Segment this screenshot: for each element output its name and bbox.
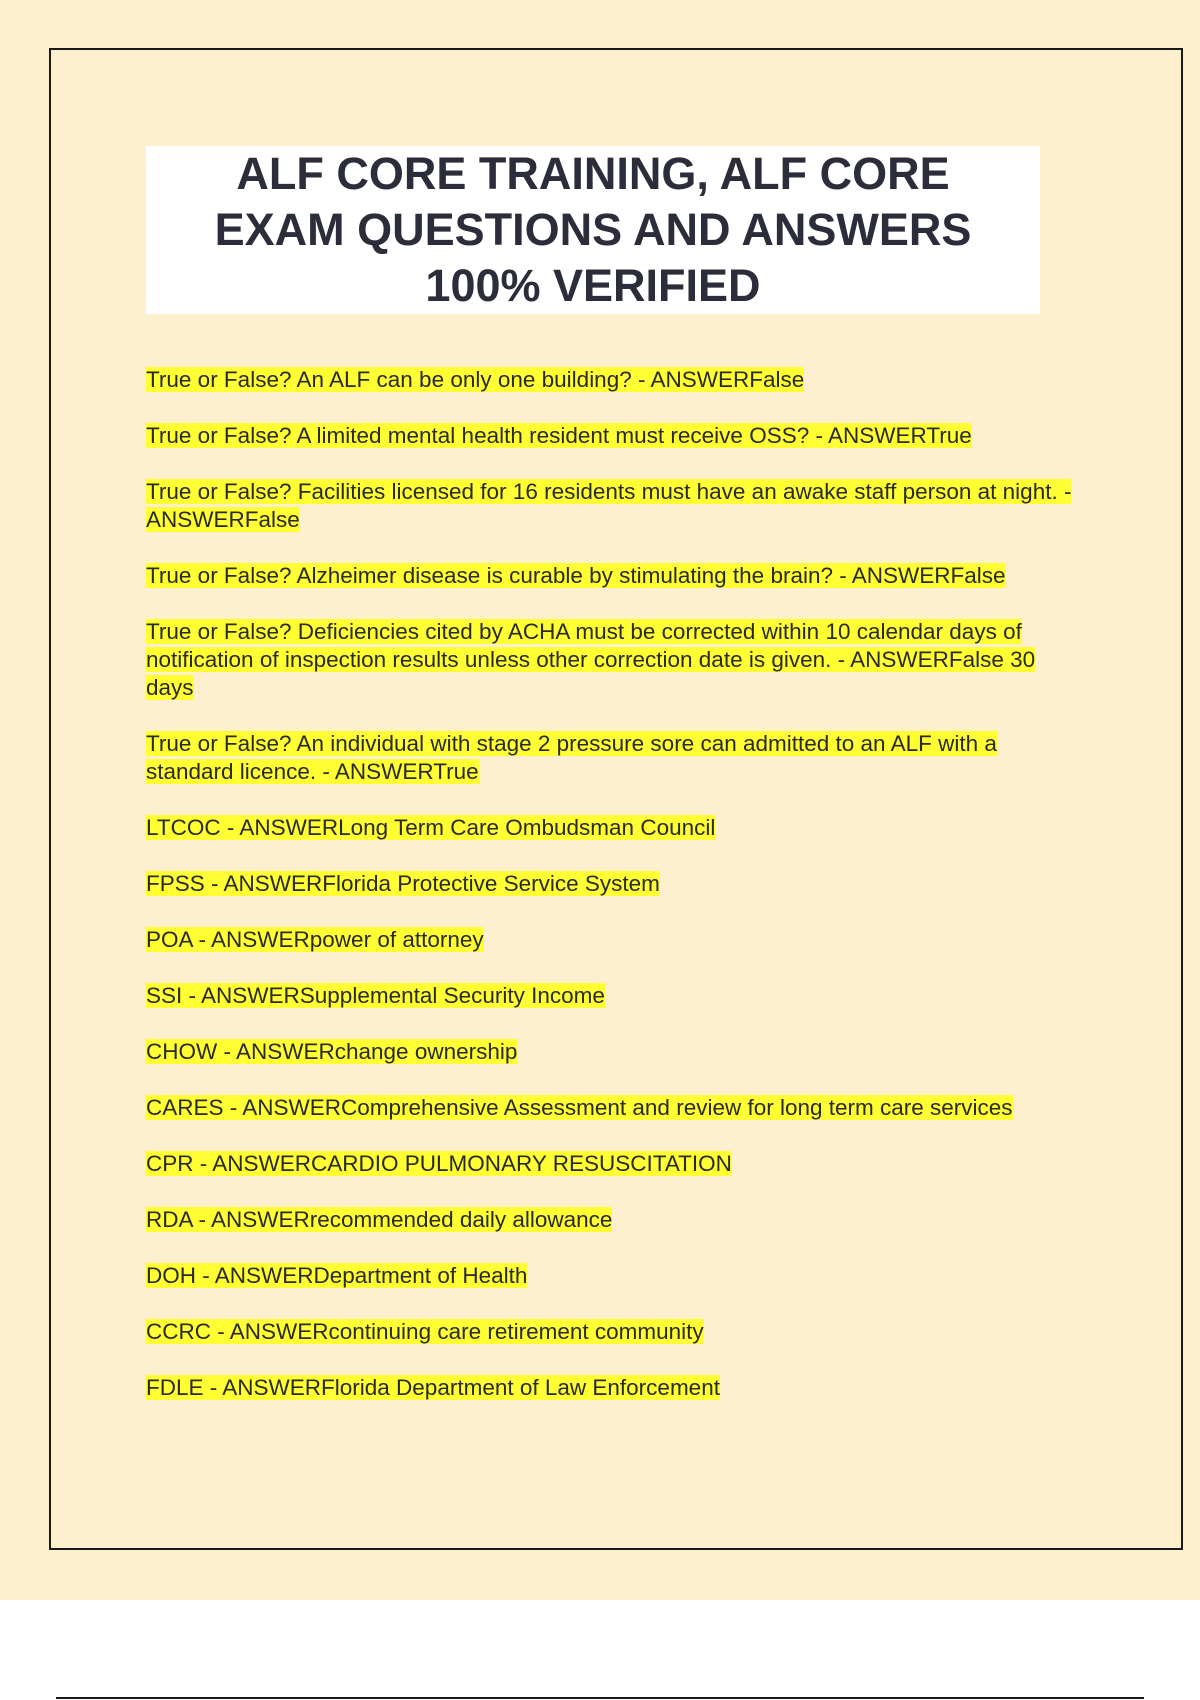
qa-item-text: DOH - ANSWERDepartment of Health <box>146 1263 528 1288</box>
qa-item-text: SSI - ANSWERSupplemental Security Income <box>146 983 605 1008</box>
qa-item-text: True or False? Facilities licensed for 16 residents must have an awake staff person at night. - ANSWERFalse <box>146 479 1072 532</box>
qa-item <box>146 562 1086 590</box>
qa-item <box>146 422 1086 450</box>
qa-item-text: LTCOC - ANSWERLong Term Care Ombudsman Council <box>146 815 716 840</box>
qa-item-text: True or False? Alzheimer disease is curable by stimulating the brain? - ANSWERFalse <box>146 563 1006 588</box>
qa-item <box>146 814 1086 842</box>
qa-item-text: RDA - ANSWERrecommended daily allowance <box>146 1207 613 1232</box>
qa-item <box>146 1094 1086 1122</box>
qa-item <box>146 366 1086 394</box>
qa-item <box>146 1038 1086 1066</box>
qa-item <box>146 870 1086 898</box>
qa-item <box>146 1206 1086 1234</box>
qa-item-text: True or False? A limited mental health resident must receive OSS? - ANSWERTrue <box>146 423 972 448</box>
qa-item <box>146 478 1086 534</box>
qa-item <box>146 1150 1086 1178</box>
qa-item <box>146 1262 1086 1290</box>
qa-item-text: CHOW - ANSWERchange ownership <box>146 1039 518 1064</box>
qa-item <box>146 1374 1086 1402</box>
qa-item-text: FPSS - ANSWERFlorida Protective Service System <box>146 871 660 896</box>
qa-item-text: POA - ANSWERpower of attorney <box>146 927 484 952</box>
qa-item <box>146 926 1086 954</box>
bottom-divider <box>56 1697 1144 1699</box>
qa-item-text: True or False? An ALF can be only one building? - ANSWERFalse <box>146 367 805 392</box>
qa-list <box>146 366 1086 1430</box>
title-box <box>146 146 1040 314</box>
document-title: ALF CORE TRAINING, ALF CORE EXAM QUESTIONS AND ANSWERS 100% VERIFIED <box>214 148 972 311</box>
qa-item <box>146 730 1086 786</box>
qa-item-text: True or False? An individual with stage 2 pressure sore can admitted to an ALF with a standard licence. - ANSWERTrue <box>146 731 997 784</box>
qa-item-text: CARES - ANSWERComprehensive Assessment and review for long term care services <box>146 1095 1013 1120</box>
qa-item-text: FDLE - ANSWERFlorida Department of Law Enforcement <box>146 1375 720 1400</box>
qa-item-text: CCRC - ANSWERcontinuing care retirement community <box>146 1319 704 1344</box>
qa-item-text: CPR - ANSWERCARDIO PULMONARY RESUSCITATION <box>146 1151 732 1176</box>
qa-item <box>146 982 1086 1010</box>
qa-item <box>146 618 1086 702</box>
qa-item <box>146 1318 1086 1346</box>
qa-item-text: True or False? Deficiencies cited by ACHA must be corrected within 10 calendar days of notification of inspection results unless other correction date is given. - ANSWERFalse 30 days <box>146 619 1036 700</box>
